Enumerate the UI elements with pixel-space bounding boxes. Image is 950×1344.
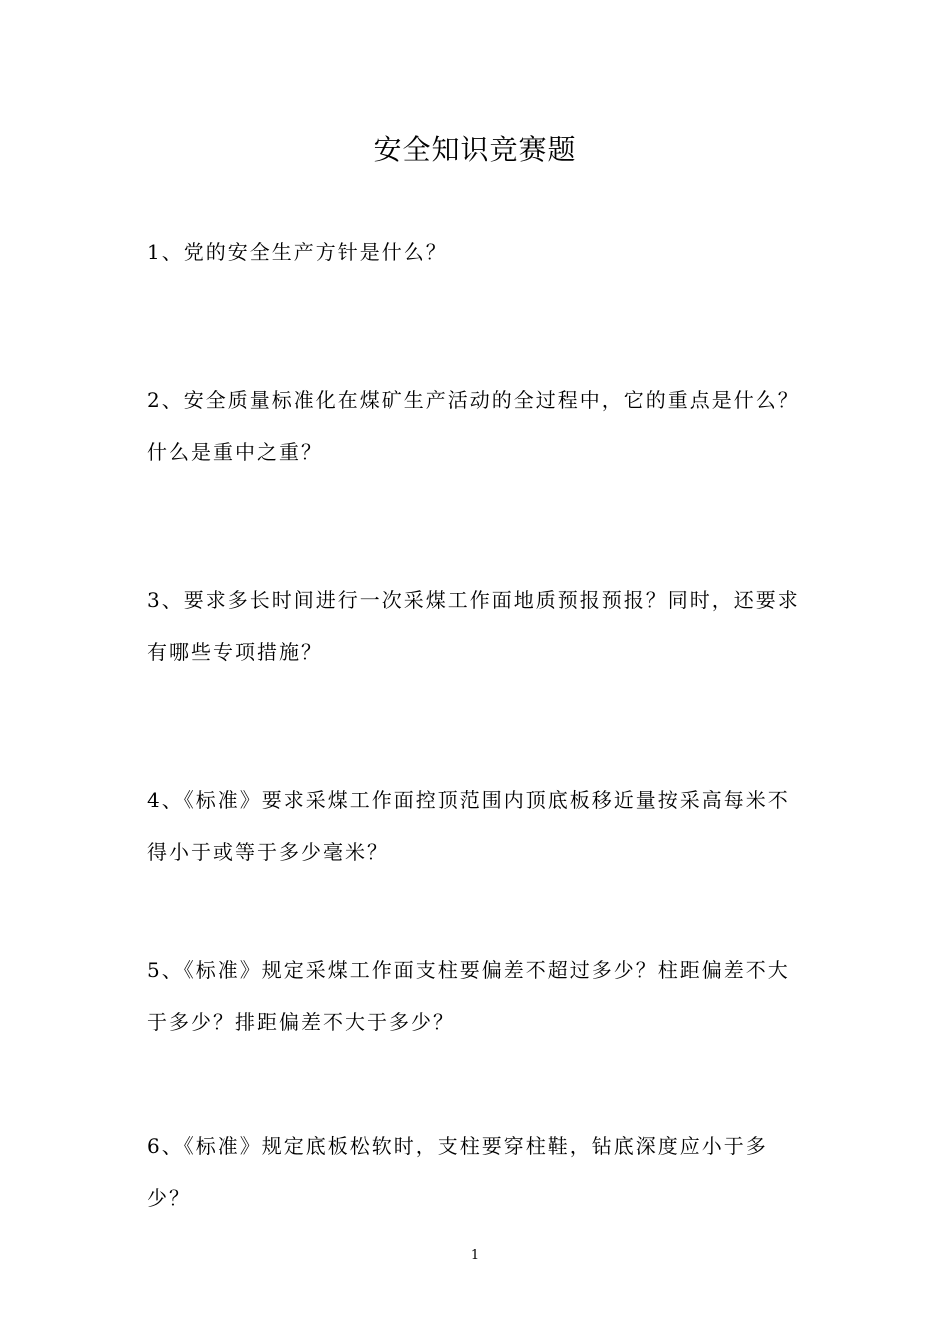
question-5-line-1: 5、《标准》规定采煤工作面支柱要偏差不超过多少？柱距偏差不大 [147,958,790,982]
question-1 [147,226,807,278]
question-6 [147,1120,807,1224]
question-6-line-2: 少？ [147,1186,191,1210]
question-4-line-2: 得小于或等于多少毫米？ [147,840,389,864]
question-3-line-1: 3、要求多长时间进行一次采煤工作面地质预报预报？同时，还要求 [147,588,800,612]
question-5-line-2: 于多少？排距偏差不大于多少？ [147,1010,455,1034]
question-3 [147,574,807,678]
question-2-line-1: 2、安全质量标准化在煤矿生产活动的全过程中，它的重点是什么？ [147,388,800,412]
page-number: 1 [470,1248,480,1263]
question-6-line-1: 6、《标准》规定底板松软时，支柱要穿柱鞋，钻底深度应小于多 [147,1134,768,1158]
question-2-line-2: 什么是重中之重？ [147,440,323,464]
question-3-line-2: 有哪些专项措施？ [147,640,323,664]
question-4-line-1: 4、《标准》要求采煤工作面控顶范围内顶底板移近量按采高每米不 [147,788,790,812]
question-1-line-1: 1、党的安全生产方针是什么？ [147,240,448,264]
page-title: 安全知识竞赛题 [373,133,577,166]
question-5 [147,944,807,1048]
question-2 [147,374,807,478]
question-4 [147,774,807,878]
